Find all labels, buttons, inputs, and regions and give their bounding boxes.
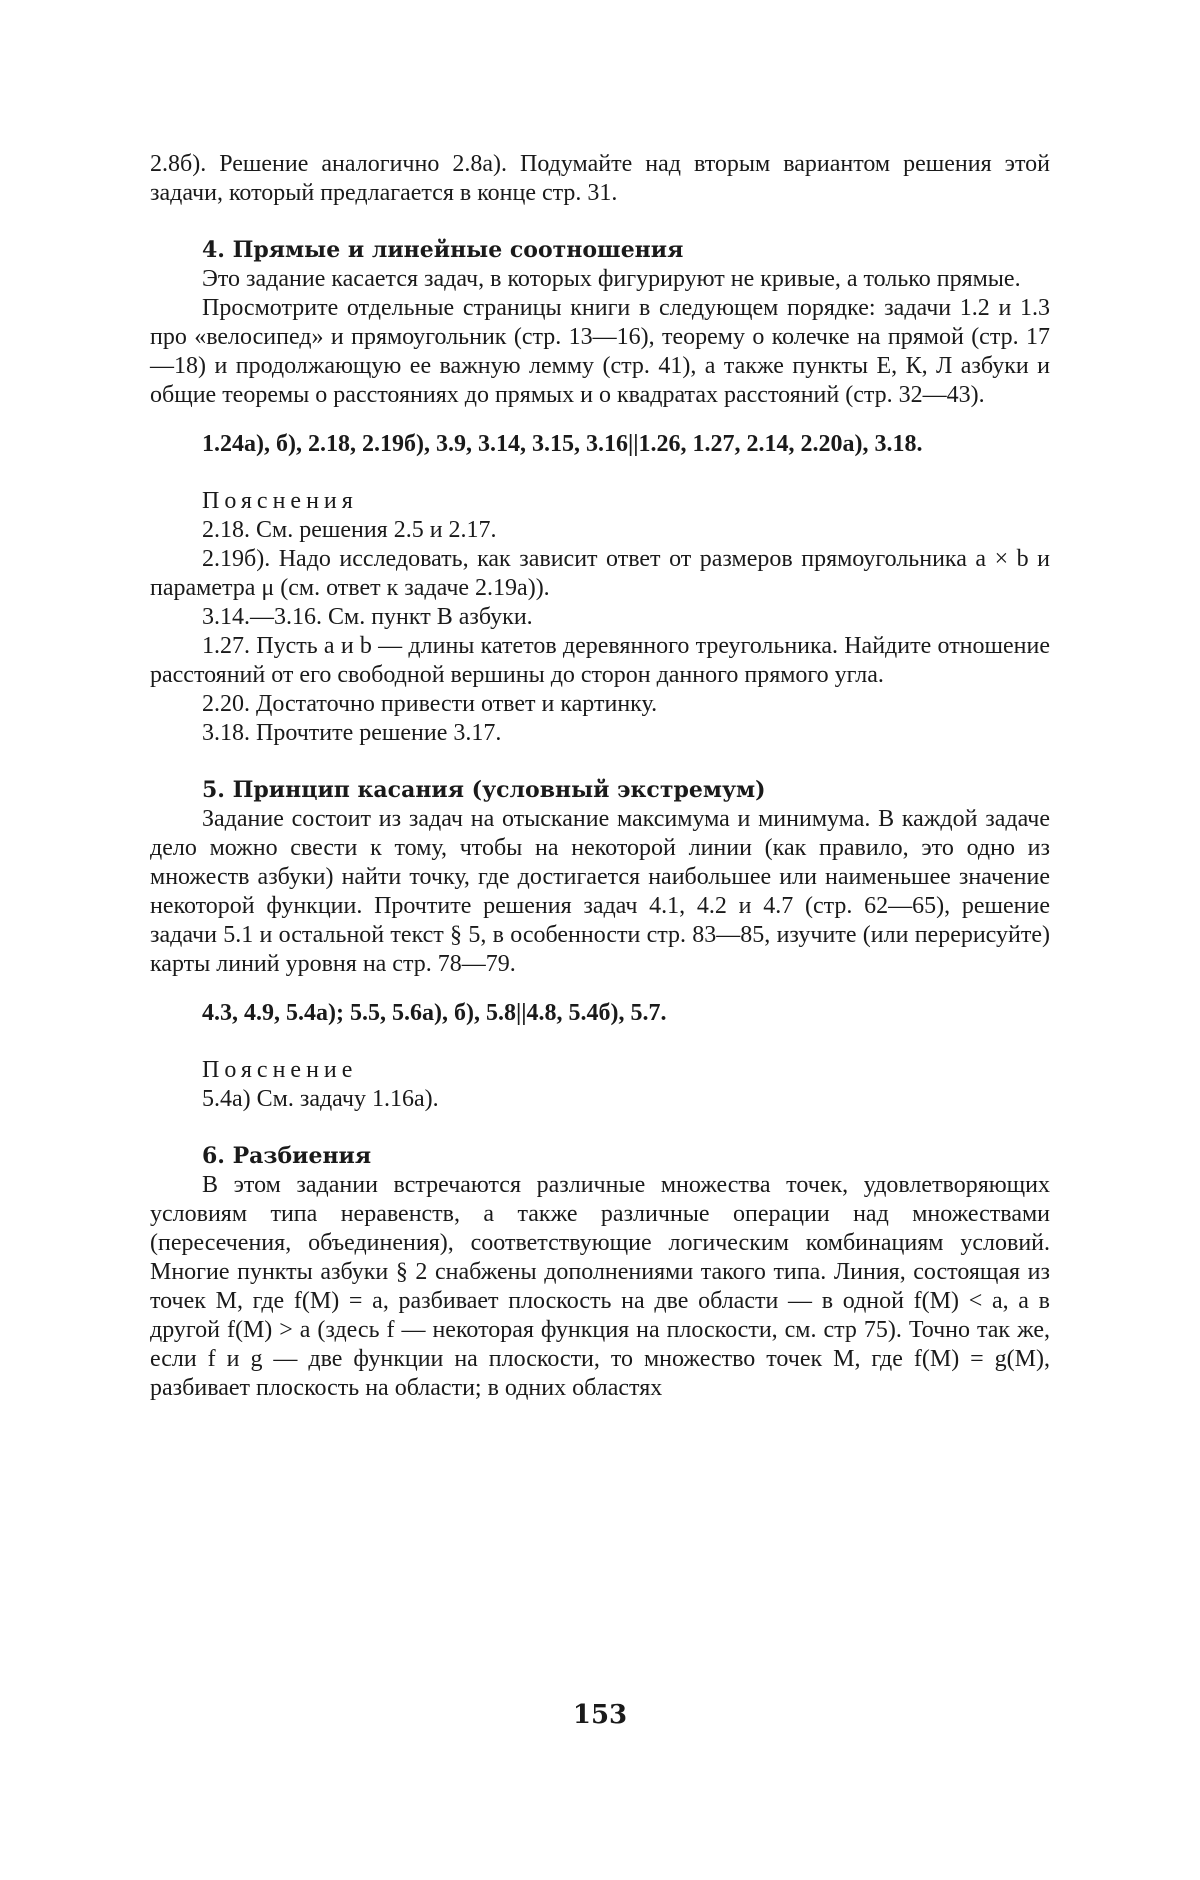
paragraph-s4-e5: 2.20. Достаточно привести ответ и картинку. — [202, 691, 658, 717]
section-heading-s4-title: 4. Прямые и линейные соотношения — [202, 237, 684, 263]
paragraph-s4-e3: 3.14.—3.16. См. пункт В азбуки. — [202, 604, 533, 630]
paragraph-intro: 2.8б). Решение аналогично 2.8а). Подумайте над вторым вариантом решения этой задачи, который предлагается в конце стр. 31. — [150, 151, 1050, 206]
paragraph-s4-e1: 2.18. См. решения 2.5 и 2.17. — [202, 517, 497, 543]
explanations-heading-s4-expl-title: Пояснения — [202, 488, 358, 514]
paragraph-s5-p1: Задание состоит из задач на отыскание максимума и минимума. В каждой задаче дело можно свести к тому, чтобы на некоторой линии (как правило, это одно из множеств азбуки) найти точку, где достигается наибольшее или наименьшее значение некоторой функции. Прочтите решения задач 4.1, 4.2 и 4.7 (стр. 62—65), решение задачи 5.1 и остальной текст § 5, в особенности стр. 83—85, изучите (или перерисуйте) карты линий уровня на стр. 78—79. — [150, 806, 1050, 977]
explanations-heading-s5-expl-title: Пояснение — [202, 1057, 358, 1083]
book-page — [150, 150, 1050, 1403]
paragraph-s4-e6: 3.18. Прочтите решение 3.17. — [202, 720, 502, 746]
section-heading-s5-title: 5. Принцип касания (условный экстремум) — [202, 777, 766, 803]
paragraph-s6-p1: В этом задании встречаются различные множества точек, удовлетворяющих условиям типа неравенств, а также различные операции над множествами (пересечения, объединения), соответствующие логическим комбинациям условий. Многие пункты азбуки § 2 снабжены дополнениями такого типа. Линия, состоящая из точек M, где f(M) = a, разбивает плоскость на две области — в одной f(M) < a, а в другой f(M) > a (здесь f — некоторая функция на плоскости, см. стр 75). Точно так же, если f и g — две функции на плоскости, то множество точек M, где f(M) = g(M), разбивает плоскость на области; в одних областях — [150, 1172, 1050, 1401]
problem-list-s5-problems: 4.3, 4.9, 5.4а); 5.5, 5.6а), б), 5.8||4.8, 5.4б), 5.7. — [202, 1000, 667, 1026]
section-heading-s6-title: 6. Разбиения — [202, 1143, 372, 1169]
paragraph-s5-e1: 5.4а) См. задачу 1.16а). — [202, 1086, 439, 1112]
problem-list-s4-problems: 1.24а), б), 2.18, 2.19б), 3.9, 3.14, 3.15, 3.16||1.26, 1.27, 2.14, 2.20а), 3.18. — [202, 431, 923, 457]
paragraph-s4-e4: 1.27. Пусть a и b — длины катетов деревянного треугольника. Найдите отношение расстояний от его свободной вершины до сторон данного прямого угла. — [150, 633, 1050, 688]
paragraph-s4-p1: Это задание касается задач, в которых фигурируют не кривые, а только прямые. — [202, 266, 1021, 292]
paragraph-s4-p2: Просмотрите отдельные страницы книги в следующем порядке: задачи 1.2 и 1.3 про «велосипед» и прямоугольник (стр. 13—16), теорему о колечке на прямой (стр. 17—18) и продолжающую ее важную лемму (стр. 41), а также пункты Е, К, Л азбуки и общие теоремы о расстояниях до прямых и о квадратах расстояний (стр. 32—43). — [150, 295, 1050, 408]
paragraph-s4-e2: 2.19б). Надо исследовать, как зависит ответ от размеров прямоугольника a × b и параметра μ (см. ответ к задаче 2.19а)). — [150, 546, 1050, 601]
page-number: 153 — [572, 1700, 628, 1730]
